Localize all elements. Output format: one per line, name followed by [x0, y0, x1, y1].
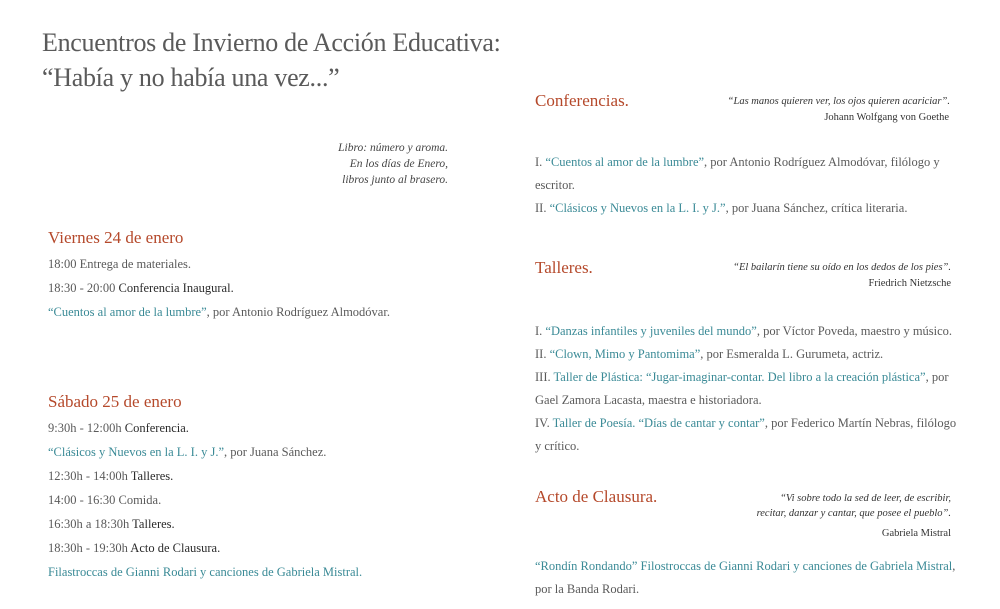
schedule-line: 18:00 Entrega de materiales.	[48, 257, 191, 271]
list-item	[535, 412, 965, 435]
schedule-line	[48, 540, 220, 556]
event: Conferencia.	[124, 421, 189, 435]
conferencias-list	[535, 151, 965, 220]
nietzsche-quote: “El bailarín tiene su oído en los dedos de los pies”.	[733, 262, 951, 273]
quote-author: Friedrich Nietzsche	[868, 278, 951, 289]
poem	[300, 140, 448, 188]
time: 16:30h a 18:30h	[48, 517, 133, 531]
punctuation: ,	[952, 559, 956, 573]
item-number: III.	[535, 370, 554, 384]
item-number: II.	[535, 347, 550, 361]
time: 18:30h - 19:30h	[48, 541, 131, 555]
poem-line: En los días de Enero,	[349, 158, 448, 170]
item-number: II.	[535, 201, 550, 215]
schedule-line	[48, 420, 189, 436]
list-item	[535, 343, 965, 366]
schedule-line	[48, 444, 326, 460]
workshop-title: “Danzas infantiles y juveniles del mundo”	[545, 324, 757, 338]
mistral-quote	[650, 491, 951, 521]
quote-line: “Vi sobre todo la sed de leer, de escribir,	[780, 493, 951, 504]
talk-speaker: , por Juana Sánchez, crítica literaria.	[725, 201, 908, 215]
list-item	[535, 320, 965, 343]
talk-speaker: , por Antonio Rodríguez Almodóvar, filólogo y	[704, 155, 940, 169]
item-number: I.	[535, 155, 546, 169]
talk-title: “Cuentos al amor de la lumbre”	[545, 155, 705, 169]
event: Conferencia Inaugural.	[118, 281, 234, 295]
event: Acto de Clausura.	[130, 541, 221, 555]
page-title: Encuentros de Invierno de Acción Educativa:	[42, 28, 501, 57]
event: Talleres.	[130, 469, 174, 483]
poem-line: Libro: número y aroma.	[338, 142, 448, 154]
goethe-quote: “Las manos quieren ver, los ojos quieren acariciar”.	[727, 96, 950, 107]
workshop-title: Taller de Poesía. “Días de cantar y contar”	[552, 416, 765, 430]
schedule-line	[48, 516, 175, 532]
talk-title: “Clásicos y Nuevos en la L. I. y J.”	[48, 445, 225, 459]
list-item	[535, 197, 965, 220]
list-item	[535, 151, 965, 174]
workshop-leader: , por	[925, 370, 949, 384]
list-item-continued: y crítico.	[535, 439, 580, 453]
conferencias-heading: Conferencias.	[535, 91, 629, 110]
time: 12:30h - 14:00h	[48, 469, 131, 483]
poem-line: libros junto al brasero.	[342, 174, 448, 186]
page-subtitle: “Había y no había una vez...”	[42, 63, 340, 92]
clausura-text	[535, 555, 975, 601]
list-item-continued: escritor.	[535, 178, 575, 192]
quote-author: Gabriela Mistral	[881, 528, 951, 539]
workshop-leader: , por Federico Martín Nebras, filólogo	[764, 416, 957, 430]
item-number: IV.	[535, 416, 553, 430]
workshop-title: Taller de Plástica: “Jugar-imaginar-contar. Del libro a la creación plástica”	[553, 370, 926, 384]
workshop-leader: , por Víctor Poveda, maestro y músico.	[756, 324, 953, 338]
schedule-line	[48, 304, 390, 320]
clausura-line	[535, 555, 975, 578]
workshop-leader: , por Esmeralda L. Gurumeta, actriz.	[700, 347, 884, 361]
clausura-heading: Acto de Clausura.	[535, 487, 658, 506]
quote-line: recitar, danzar y cantar, que posee el pueblo”.	[756, 508, 951, 519]
talk-speaker: , por Juana Sánchez.	[224, 445, 327, 459]
clausura-line: por la Banda Rodari.	[535, 582, 640, 596]
schedule-line	[48, 468, 173, 484]
list-item	[535, 366, 965, 389]
time: 18:30 - 20:00	[48, 281, 119, 295]
saturday-heading: Sábado 25 de enero	[48, 392, 182, 411]
schedule-line	[48, 280, 234, 296]
time: 9:30h - 12:00h	[48, 421, 125, 435]
talk-title: “Clásicos y Nuevos en la L. I. y J.”	[549, 201, 726, 215]
talk-title: “Cuentos al amor de la lumbre”	[48, 305, 207, 319]
list-item-continued: Gael Zamora Lacasta, maestra e historiadora.	[535, 393, 762, 407]
event: Talleres.	[132, 517, 175, 531]
item-number: I.	[535, 324, 546, 338]
talleres-list	[535, 320, 965, 458]
talk-speaker: , por Antonio Rodríguez Almodóvar.	[206, 305, 390, 319]
friday-heading: Viernes 24 de enero	[48, 228, 184, 247]
schedule-line: 14:00 - 16:30 Comida.	[48, 493, 162, 507]
talleres-heading: Talleres.	[535, 258, 593, 277]
performance-title: “Rondín Rondando” Filostroccas de Gianni Rodari y canciones de Gabriela Mistral	[535, 559, 953, 573]
schedule-line: Filastroccas de Gianni Rodari y canciones de Gabriela Mistral.	[48, 565, 363, 579]
workshop-title: “Clown, Mimo y Pantomima”	[549, 347, 701, 361]
quote-author: Johann Wolfgang von Goethe	[824, 112, 949, 123]
